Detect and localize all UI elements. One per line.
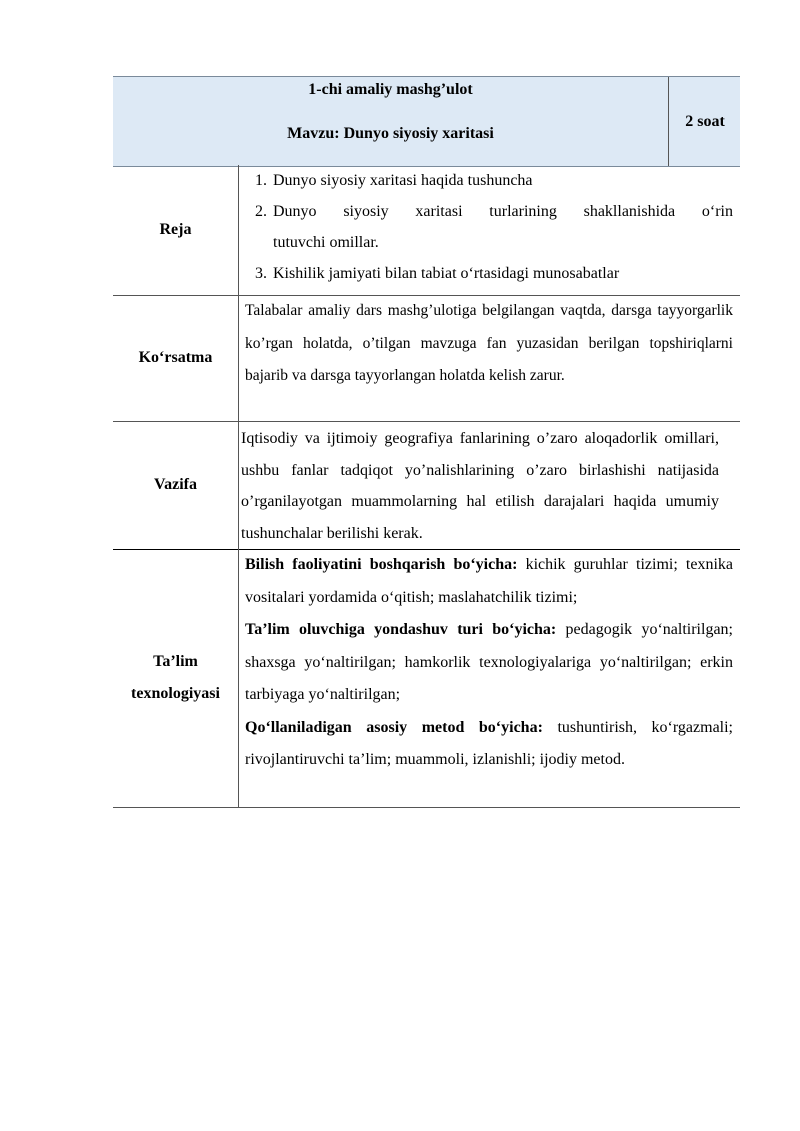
lesson-header: [113, 76, 740, 167]
technology-text: [245, 549, 733, 777]
task-text: Iqtisodiy va ijtimoiy geografiya fanlarining o’zaro aloqadorlik omillari, ushbu fanlar tadqiqot yo’nalishlarining o’zaro birlashishi natijasida o’rganilayotgan muammolarning hal etilish darajalari haqida umumiy tushunchalar berilishi kerak.: [241, 430, 719, 542]
technology-heading-3: Qo‘llaniladigan asosiy metod bo‘yicha:: [245, 718, 543, 736]
plan-item: [245, 165, 733, 196]
lesson-hours: 2 soat: [668, 77, 741, 166]
plan-list-cell: [245, 165, 733, 289]
plan-item-number: 3.: [255, 265, 267, 282]
row-label-reja: Reja: [113, 165, 239, 295]
row-label-talim: [113, 549, 239, 807]
row-label-korsatma: Ko‘rsatma: [113, 295, 239, 421]
plan-item: [245, 196, 733, 258]
plan-item: [245, 258, 733, 289]
technology-text-1: kichik guruhlar tizimi; texnika vositalari yordamida o‘qitish; maslahatchilik tizimi;: [245, 556, 733, 606]
plan-item-number: 2.: [255, 203, 267, 220]
plan-list: [245, 165, 733, 289]
row-label-vazifa: Vazifa: [113, 421, 239, 549]
row-label-talim-line2: texnologiyasi: [131, 685, 220, 702]
technology-text-3: tushuntirish, ko‘rgazmali; rivojlantiruvchi ta’lim; muammoli, izlanishli; ijodiy metod.: [245, 718, 733, 768]
row-vazifa: [113, 421, 740, 550]
row-korsatma: [113, 295, 740, 422]
lesson-title: 1-chi amaliy mashg’ulot: [308, 81, 473, 98]
instruction-text: Talabalar amaliy dars mashg’ulotiga belgilangan vaqtda, darsga tayyorgarlik ko’rgan holatda, o’tilgan mavzuga fan yuzasidan berilgan topshiriqlarni bajarib va darsga tayyorlangan holatda kelish zarur.: [245, 302, 733, 384]
technology-heading-2: Ta’lim oluvchiga yondashuv turi bo‘yicha:: [245, 621, 557, 638]
plan-item-text: Dunyo siyosiy xaritasi haqida tushuncha: [273, 172, 533, 189]
technology-heading-1: Bilish faoliyatini boshqarish bo‘yicha:: [245, 556, 518, 573]
plan-item-text: Kishilik jamiyati bilan tabiat o‘rtasidagi munosabatlar: [273, 265, 620, 282]
plan-item-text: Dunyo siyosiy xaritasi turlarining shakllanishida o‘rin: [273, 203, 733, 220]
row-label-talim-line1: Ta’lim: [153, 653, 198, 670]
row-talim-texnologiyasi: [113, 549, 740, 808]
row-reja: [113, 165, 740, 296]
technology-text-2: pedagogik yo‘naltirilgan; shaxsga yo‘naltirilgan; hamkorlik texnologiyalariga yo‘naltirilgan; erkin tarbiyaga yo‘naltirilgan;: [245, 621, 733, 703]
plan-item-number: 1.: [255, 172, 267, 189]
lesson-topic: Mavzu: Dunyo siyosiy xaritasi: [287, 125, 494, 142]
header-main-cell: [113, 77, 668, 166]
plan-item-text-continued: tutuvchi omillar.: [273, 234, 379, 251]
